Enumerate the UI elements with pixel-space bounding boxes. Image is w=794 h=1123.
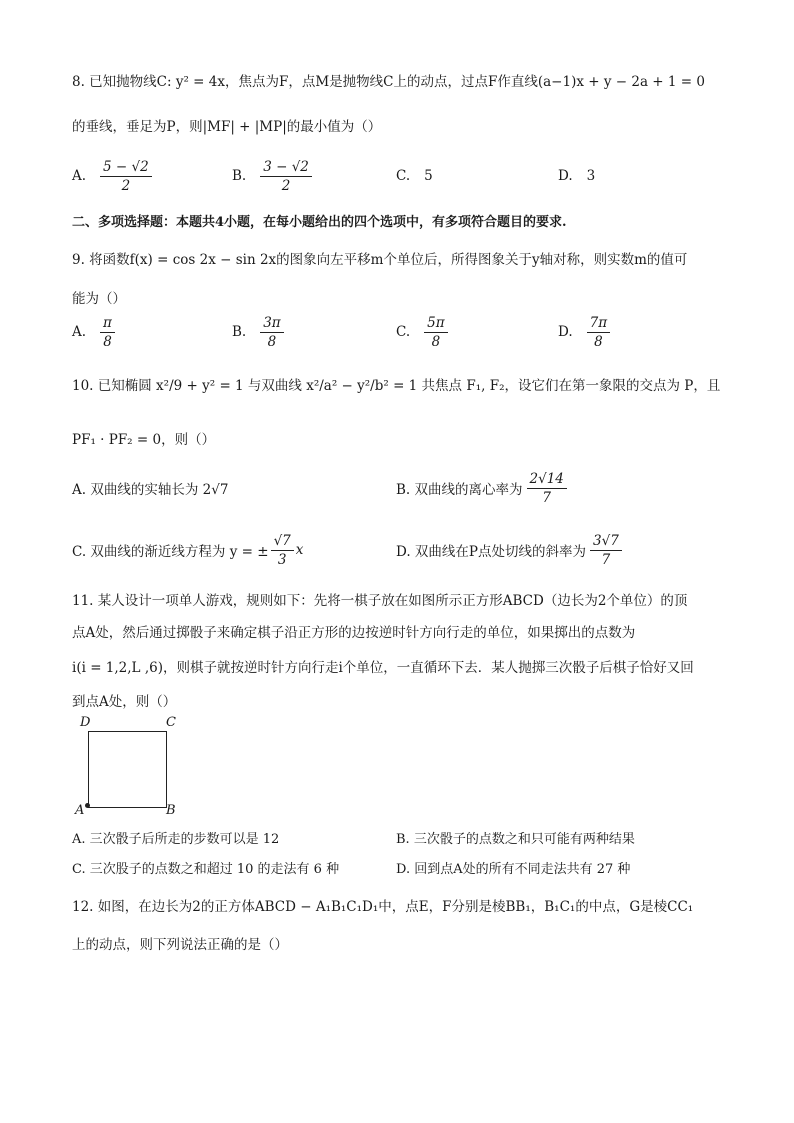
section-heading: 二、多项选择题：本题共4小题，在每小题给出的四个选项中，有多项符合题目的要求. [72, 215, 567, 230]
q10-option-c-fraction [271, 532, 294, 569]
q10-option-c-text: C. 双曲线的渐近线方程为 y = ± [72, 544, 269, 560]
q9-option-a-label: A. [72, 324, 87, 340]
vertex-a-dot [85, 803, 90, 808]
q8-options [72, 156, 724, 196]
vertex-label-d: D [80, 715, 91, 730]
q11-option-c: C. 三次股子的点数之和超过 10 的走法有 6 种 [72, 862, 340, 877]
q9-option-d [558, 312, 610, 352]
q8-option-b [232, 156, 312, 196]
q10-row-ab [72, 468, 724, 508]
q10-option-a [72, 468, 228, 508]
q10-option-d-text: D. 双曲线在P点处切线的斜率为 [396, 544, 587, 560]
q8-stem-line2: 的垂线，垂足为P，则|MF| + |MP|的最小值为（） [72, 119, 382, 135]
q10-option-c-numerator: √7 [271, 532, 294, 551]
q10-stem-line1: 10. 已知椭圆 x²/9 + y² = 1 与双曲线 x²/a² − y²/b² = 1 共焦点 F₁, F₂，设它们在第一象限的交点为 P，且 [72, 378, 721, 394]
q8-option-b-fraction [260, 158, 312, 195]
q10-option-d-denominator: 7 [601, 551, 611, 568]
q9-option-a [72, 312, 115, 352]
q8-option-b-numerator: 3 − √2 [260, 158, 312, 177]
q10-option-b-fraction [527, 470, 567, 507]
q9-option-c-fraction [424, 314, 447, 351]
vertex-label-a: A [75, 803, 85, 818]
q9-options [72, 312, 724, 352]
q8-option-b-label: B. [232, 168, 247, 184]
q11-stem-line2: 点A处，然后通过掷骰子来确定棋子沿正方形的边按逆时针方向行走的单位，如果掷出的点数为 [72, 625, 636, 641]
q9-option-a-denominator: 8 [103, 333, 112, 350]
q11-stem-line1: 11. 某人设计一项单人游戏，规则如下：先将一棋子放在如图所示正方形ABCD（边长为2个单位）的顶 [72, 593, 688, 609]
q10-stem-line2: PF₁ · PF₂ = 0，则（） [72, 432, 216, 448]
q9-option-a-numerator: π [100, 314, 115, 333]
q8-option-a-fraction [100, 158, 152, 195]
q8-option-c [396, 156, 433, 196]
q10-option-c [72, 530, 303, 570]
q8-option-d-label: D. [558, 168, 573, 184]
q8-option-c-label: C. [396, 168, 411, 184]
square-figure [88, 731, 167, 808]
q9-option-b [232, 312, 284, 352]
q8-option-d [558, 156, 595, 196]
q8-option-b-denominator: 2 [281, 177, 291, 194]
q11-option-d: D. 回到点A处的所有不同走法共有 27 种 [396, 862, 631, 877]
q10-option-d-fraction [590, 532, 622, 569]
q12-stem-line1: 12. 如图，在边长为2的正方体ABCD − A₁B₁C₁D₁中，点E，F分别是棱BB₁，B₁C₁的中点，G是棱CC₁ [72, 899, 694, 915]
q10-option-a-text: A. 双曲线的实轴长为 2√7 [72, 482, 229, 498]
q10-option-b-text: B. 双曲线的离心率为 [396, 482, 523, 498]
q11-stem-line4: 到点A处，则（） [72, 694, 177, 710]
q9-option-b-label: B. [232, 324, 247, 340]
q9-option-a-fraction [100, 314, 115, 351]
q9-option-b-fraction [260, 314, 283, 351]
q8-option-a [72, 156, 152, 196]
q9-stem-line2: 能为（） [72, 291, 126, 307]
q9-option-b-denominator: 8 [267, 333, 277, 350]
q9-option-c-denominator: 8 [431, 333, 441, 350]
q10-option-b-numerator: 2√14 [527, 470, 567, 489]
q10-option-d [396, 530, 622, 570]
q11-stem-line3: i(i = 1,2,L ,6)，则棋子就按逆时针方向行走i个单位，一直循环下去．某人抛掷三次骰子后棋子恰好又回 [72, 660, 694, 676]
q10-option-c-tail: x [295, 542, 304, 558]
q10-option-d-numerator: 3√7 [590, 532, 622, 551]
q10-row-cd [72, 530, 724, 570]
q9-option-d-numerator: 7π [587, 314, 610, 333]
vertex-label-c: C [166, 715, 176, 730]
q8-option-d-value: 3 [586, 168, 596, 184]
q9-stem-line1: 9. 将函数f(x) = cos 2x − sin 2x的图象向左平移m个单位后，所得图象关于y轴对称，则实数m的值可 [72, 252, 688, 268]
vertex-label-b: B [166, 803, 176, 818]
q11-option-a: A. 三次骰子后所走的步数可以是 12 [72, 832, 280, 847]
q8-option-a-numerator: 5 − √2 [100, 158, 152, 177]
q10-option-b-denominator: 7 [542, 489, 551, 506]
q9-option-c [396, 312, 448, 352]
q9-option-c-numerator: 5π [424, 314, 447, 333]
q8-option-a-label: A. [72, 168, 87, 184]
q10-option-b [396, 468, 567, 508]
q8-option-c-value: 5 [424, 168, 433, 184]
q9-option-c-label: C. [396, 324, 411, 340]
q9-option-d-fraction [587, 314, 610, 351]
q10-option-c-denominator: 3 [277, 551, 287, 568]
q8-stem-line1: 8. 已知抛物线C: y² = 4x，焦点为F，点M是抛物线C上的动点，过点F作直线(a−1)x + y − 2a + 1 = 0 [72, 74, 705, 90]
q9-option-b-numerator: 3π [260, 314, 283, 333]
q11-option-b: B. 三次骰子的点数之和只可能有两种结果 [396, 832, 635, 847]
q12-stem-line2: 上的动点，则下列说法正确的是（） [72, 937, 288, 953]
q9-option-d-label: D. [558, 324, 573, 340]
q8-option-a-denominator: 2 [121, 177, 131, 194]
q9-option-d-denominator: 8 [594, 333, 603, 350]
